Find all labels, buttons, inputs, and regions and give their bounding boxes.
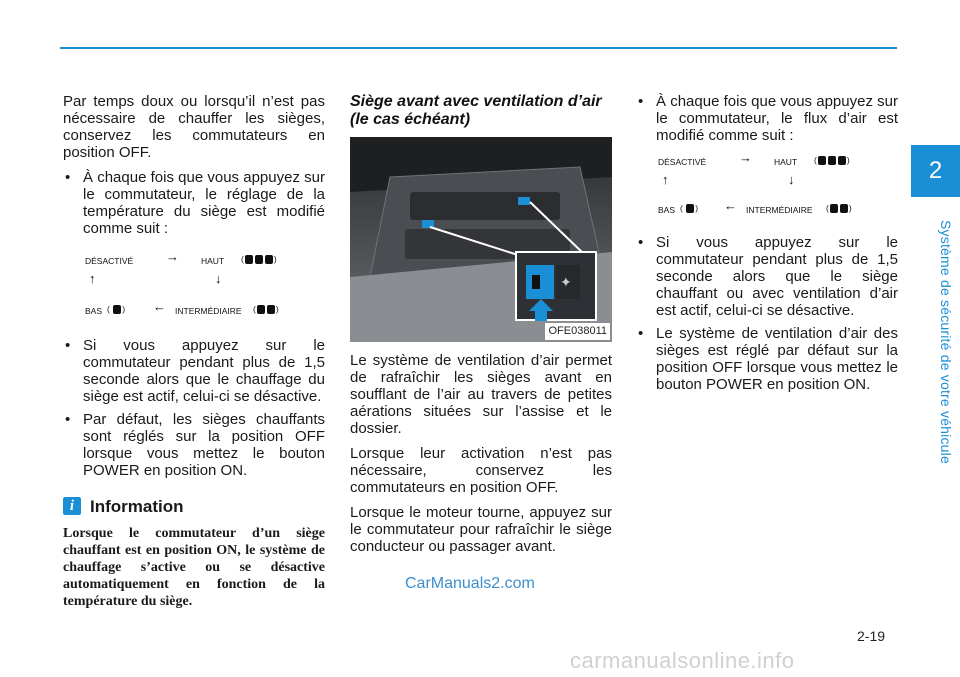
intro-paragraph: Par temps doux ou lorsqu’il n’est pas nécessaire de chauffer les sièges, conservez les commutateurs en position OFF. bbox=[63, 93, 325, 161]
chapter-tab: 2 bbox=[911, 145, 960, 197]
bullet-airflow-cycle: • À chaque fois que vous appuyez sur le commutateur, le flux d’air est modifié comme suit : bbox=[636, 93, 898, 144]
bullet-default: • Le système de ventilation d’air des sièges est réglé par défaut sur la position OFF lorsque vous mettez le bouton POWER en position ON. bbox=[636, 325, 898, 393]
section-heading: Siège avant avec ventilation d’air (le cas échéant) bbox=[350, 93, 602, 128]
bullet-default: • Par défaut, les sièges chauffants sont réglés sur la position OFF lorsque vous mettez le bouton POWER en position ON. bbox=[63, 411, 325, 479]
footer-site-watermark: carmanualsonline.info bbox=[570, 648, 795, 673]
watermark-text: CarManuals2.com bbox=[405, 575, 535, 592]
ventilation-paragraph-1: Le système de ventilation d’air permet de rafraîchir les sièges avant en soufflant de l’air au travers de petites aérations situées sur l’assise et le dossier. bbox=[350, 352, 612, 437]
diagram-low-label: BAS bbox=[85, 306, 103, 316]
arrow-down-icon: ↓ bbox=[215, 271, 222, 286]
chapter-title: Système de sécurité de votre véhicule bbox=[938, 220, 954, 464]
arrow-up-icon: ↑ bbox=[89, 271, 96, 286]
column-2 bbox=[350, 93, 612, 563]
info-header bbox=[63, 497, 325, 515]
info-icon: i bbox=[63, 497, 81, 515]
diagram-off-label: DÉSACTIVÉ bbox=[85, 256, 134, 266]
svg-text:✦: ✦ bbox=[560, 275, 572, 291]
arrow-right-icon: → bbox=[739, 150, 752, 165]
ventilation-paragraph-2: Lorsque leur activation n’est pas nécessaire, conservez les commutateurs en position OFF. bbox=[350, 445, 612, 496]
header-rule bbox=[60, 47, 897, 49]
fan-high-icon: ( ) bbox=[814, 155, 850, 165]
column-3 bbox=[636, 93, 898, 399]
diagram-mid-label: INTERMÉDIAIRE bbox=[175, 306, 242, 316]
page-number: 2-19 bbox=[857, 628, 886, 644]
diagram-high-label: HAUT bbox=[201, 256, 225, 266]
heat-level-diagram bbox=[63, 245, 325, 325]
photo-code: OFE038011 bbox=[545, 323, 610, 340]
info-title: Information bbox=[90, 496, 184, 516]
bullet-long-press: • Si vous appuyez sur le commutateur pendant plus de 1,5 seconde alors que le chauffage du siège est actif, celui-ci se désactive. bbox=[63, 337, 325, 405]
arrow-left-icon: ← bbox=[724, 198, 737, 213]
bullet-heat-cycle: • À chaque fois que vous appuyez sur le commutateur, le réglage de la température du siège est modifié comme suit : bbox=[63, 169, 325, 237]
arrow-left-icon: ← bbox=[153, 299, 166, 314]
fan-mid-icon: ( ) bbox=[826, 203, 852, 213]
info-body: Lorsque le commutateur d’un siège chauffant est en position ON, le système de chauffage s’active ou se désactive automatiquement en fonction de la température du siège. bbox=[63, 526, 325, 609]
airflow-level-diagram bbox=[636, 150, 898, 222]
diagram-mid-label: INTERMÉDIAIRE bbox=[746, 205, 813, 215]
diagram-low-label: BAS bbox=[658, 205, 676, 215]
bullet-long-press: • Si vous appuyez sur le commutateur pendant plus de 1,5 seconde alors que le siège chauffant ou avec ventilation d’air est actif, celui-ci se désactive. bbox=[636, 234, 898, 319]
fan-low-icon: ( ) bbox=[680, 203, 699, 213]
console-photo bbox=[350, 137, 612, 342]
arrow-up-icon: ↑ bbox=[662, 172, 669, 187]
seat-low-icon: ( ) bbox=[107, 304, 126, 314]
diagram-high-label: HAUT bbox=[774, 157, 798, 167]
column-1 bbox=[63, 93, 325, 610]
arrow-down-icon: ↓ bbox=[788, 172, 795, 187]
arrow-right-icon: → bbox=[166, 249, 179, 264]
seat-mid-icon: ( ) bbox=[253, 304, 279, 314]
diagram-off-label: DÉSACTIVÉ bbox=[658, 157, 707, 167]
ventilation-paragraph-3: Lorsque le moteur tourne, appuyez sur le commutateur pour rafraîchir le siège conducteur ou passager avant. bbox=[350, 504, 612, 555]
chapter-side-label bbox=[936, 220, 956, 464]
seat-high-icon: ( ) bbox=[241, 254, 277, 264]
console-illustration bbox=[350, 137, 612, 342]
